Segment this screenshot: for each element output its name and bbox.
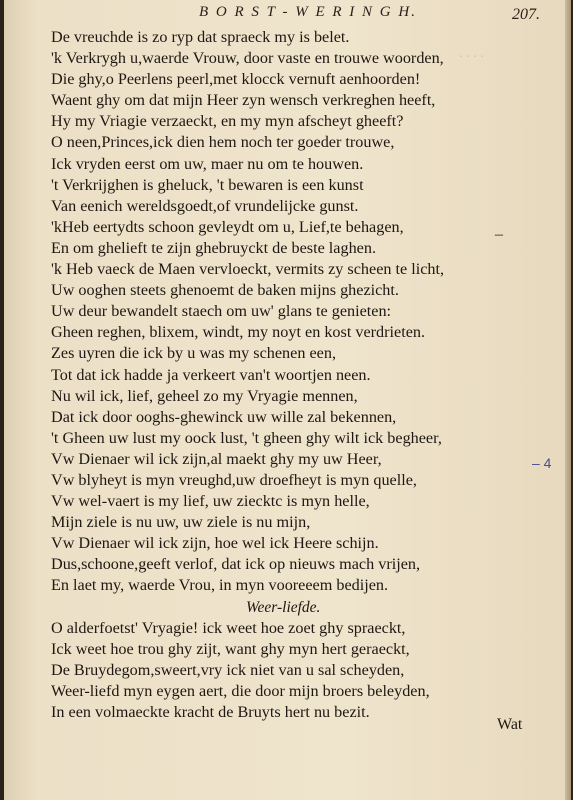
poem-text	[51, 27, 531, 723]
poem-line: Ick vryden eerst om uw, maer nu om te houwen.	[51, 154, 364, 173]
pencil-annotation: – 4	[532, 455, 552, 471]
book-page	[4, 0, 571, 800]
poem-line: Dus,schoone,geeft verlof, dat ick op nieuws mach vrijen,	[51, 555, 421, 574]
margin-dash: –	[495, 226, 503, 243]
poem-line: Mijn ziele is nu uw, uw ziele is nu mijn,	[51, 513, 311, 532]
section-heading: Weer-liefde.	[246, 598, 321, 616]
running-head: B O R S T - W E R I N G H.	[199, 4, 417, 20]
poem-line: De Bruydegom,sweert,vry ick niet van u sal scheyden,	[51, 660, 405, 679]
poem-line: Uw ooghen steets ghenoemt de baken mijns ghezicht.	[51, 281, 399, 300]
poem-line: Nu wil ick, lief, geheel zo my Vryagie mennen,	[51, 386, 358, 405]
poem-line: Waent ghy om dat mijn Heer zyn wensch verkreghen heeft,	[51, 91, 436, 110]
poem-line: Dat ick door ooghs-ghewinck uw wille zal bekennen,	[51, 407, 397, 426]
poem-line: Hy my Vriagie verzaeckt, en my myn afscheyt gheeft?	[51, 112, 404, 131]
poem-line: 't Verkrijghen is gheluck, 't bewaren is een kunst	[51, 175, 364, 194]
poem-line: Vw Dienaer wil ick zijn,al maekt ghy my uw Heer,	[51, 449, 382, 468]
poem-line: Vw blyheyt is myn vreughd,uw droefheyt is myn quelle,	[51, 470, 417, 489]
poem-line: En laet my, waerde Vrou, in myn vooreeem bedijen.	[51, 576, 389, 595]
poem-line: Vw Dienaer wil ick zijn, hoe wel ick Heere schijn.	[51, 534, 379, 553]
show-through-text: · · · ·	[459, 50, 484, 65]
poem-line: Zes uyren die ick by u was my schenen een,	[51, 344, 336, 363]
poem-line: Die ghy,o Peerlens peerl,met klocck vernuft aenhoorden!	[51, 70, 421, 89]
poem-line: Van eenich wereldsgoedt,of vrundelijcke gunst.	[51, 196, 359, 215]
poem-line: Tot dat ick hadde ja verkeert van't woortjen neen.	[51, 365, 371, 384]
poem-line: Weer-liefd myn eygen aert, die door mijn broers beleyden,	[51, 681, 430, 700]
catchword: Wat	[497, 716, 523, 733]
poem-line: De vreuchde is zo ryp dat spraeck my is belet.	[51, 28, 350, 46]
poem-line: 'k Verkrygh u,waerde Vrouw, door vaste en trouwe woorden,	[51, 49, 444, 68]
poem-line: O alderfoetst' Vryagie! ick weet hoe zoet ghy spraeckt,	[51, 618, 406, 637]
poem-line: Ick weet hoe trou ghy zijt, want ghy myn hert geraeckt,	[51, 639, 410, 658]
poem-line: Gheen reghen, blixem, windt, my noyt en kost verdrieten.	[51, 323, 426, 342]
poem-line: Vw wel-vaert is my lief, uw ziecktc is myn helle,	[51, 492, 370, 511]
poem-line: O neen,Princes,ick dien hem noch ter goeder trouwe,	[51, 133, 395, 152]
page-edge	[565, 0, 571, 800]
poem-line: 'k Heb vaeck de Maen vervloeckt, vermits zy scheen te licht,	[51, 260, 445, 279]
poem-line: 't Gheen uw lust my oock lust, 't gheen ghy wilt ick begheer,	[51, 428, 442, 447]
poem-line: Uw deur bewandelt staech om uw' glans te genieten:	[51, 302, 392, 321]
poem-line: En om ghelieft te zijn ghebruyckt de beste laghen.	[51, 238, 376, 257]
poem-line: 'kHeb eertydts schoon gevleydt om u, Lief,te behagen,	[51, 217, 404, 236]
page-number: 207.	[512, 6, 540, 23]
poem-line: In een volmaeckte kracht de Bruyts hert nu bezit.	[51, 703, 370, 721]
